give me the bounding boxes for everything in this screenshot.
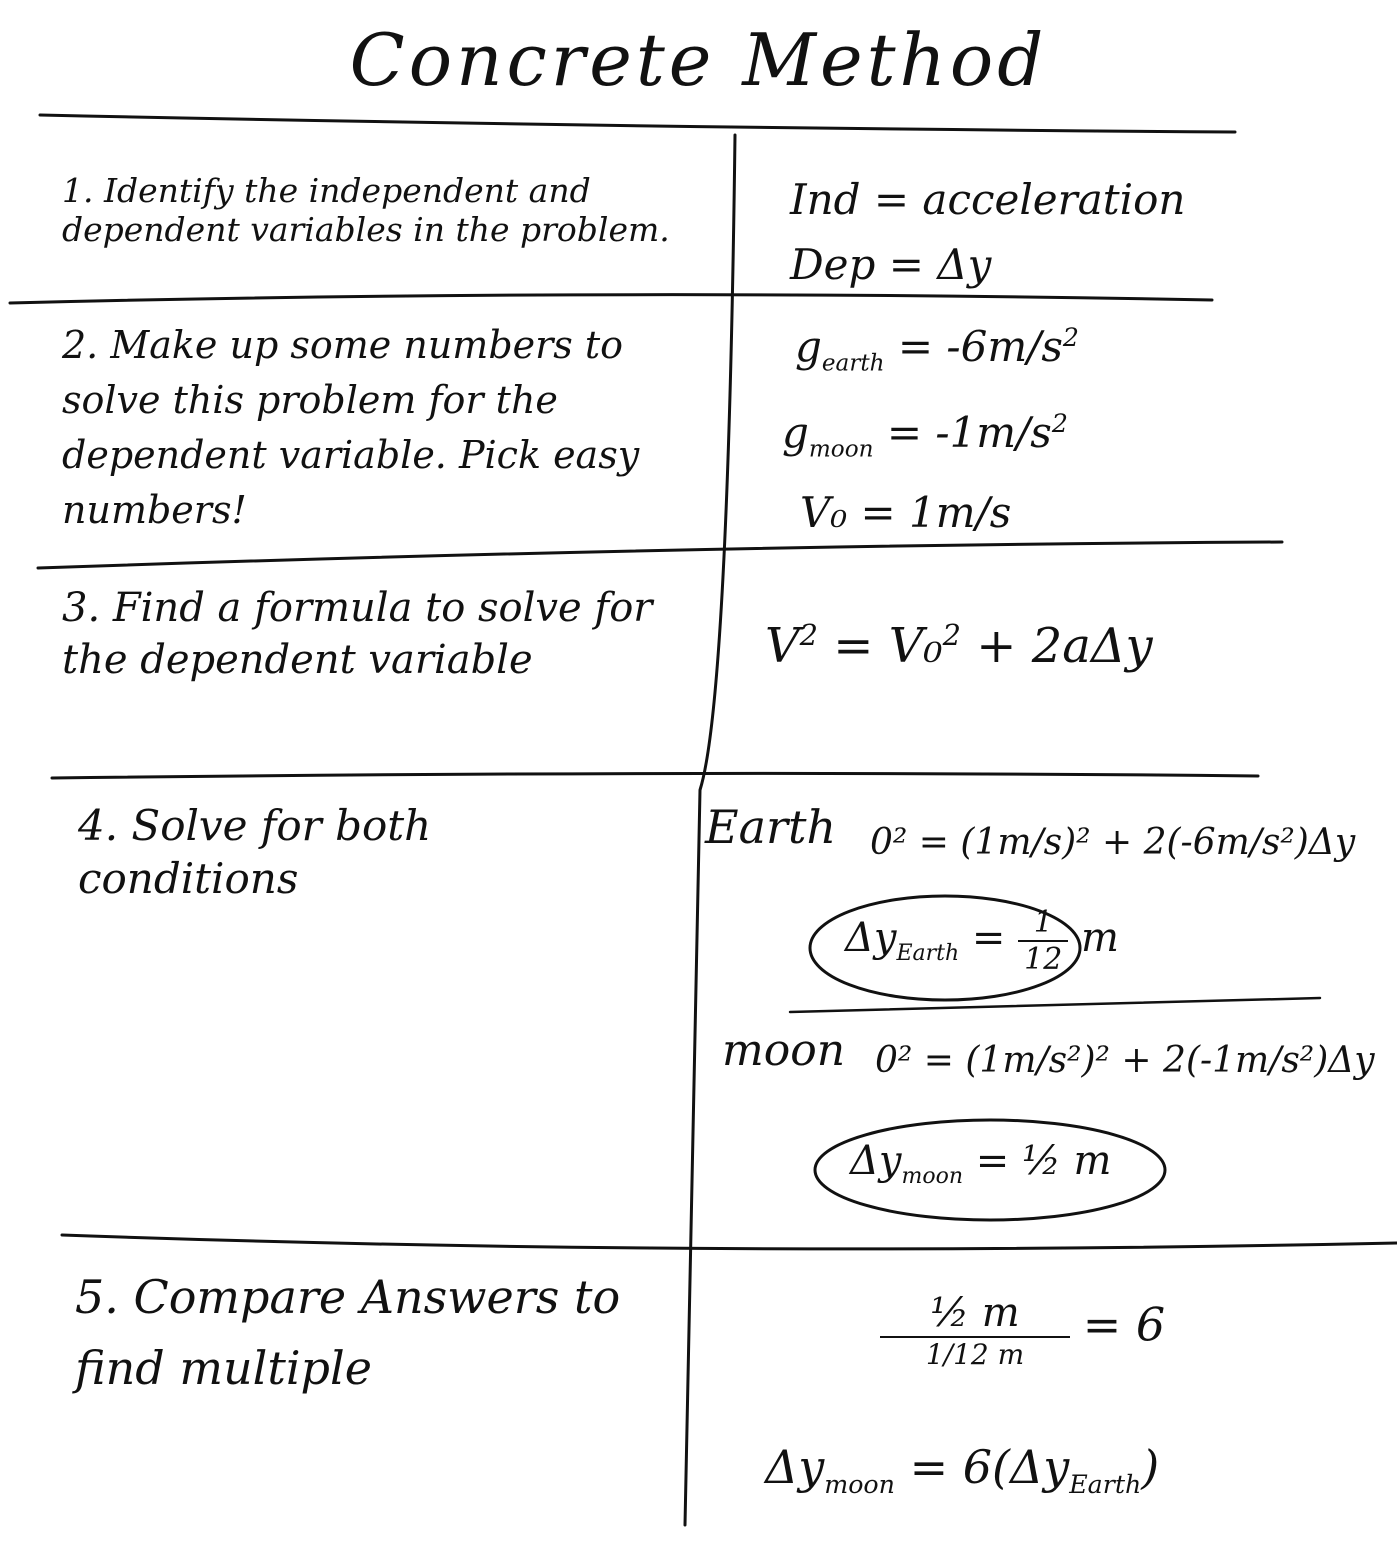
- final-relation: $\Delta y_{moon} = 6(\Delta y_{Earth})$: [765, 1440, 1160, 1500]
- initial-velocity: V₀ = 1m/s: [800, 488, 1012, 537]
- step-5-text: 5. Compare Answers to find multiple: [75, 1270, 621, 1396]
- ratio: $\frac{\text{½ m}}{1/12 m}$ = 6: [880, 1290, 1165, 1371]
- g-moon: $g_{moon} = -1m/s^2$: [782, 408, 1068, 463]
- row-divider-1: [10, 295, 1212, 303]
- earth-equation: 0² = (1m/s)² + 2(-6m/s²)Δy: [870, 822, 1356, 863]
- moon-equation: 0² = (1m/s²)² + 2(-1m/s²)Δy: [875, 1040, 1375, 1081]
- row-divider-4: [62, 1235, 1397, 1249]
- kinematic-formula: $V^2 = V_0^2 + 2a\Delta y$: [765, 618, 1153, 674]
- moon-result: $\Delta y_{moon}$ = ½ m: [850, 1138, 1112, 1189]
- earth-label: Earth: [705, 800, 837, 854]
- g-earth: $g_{earth} = -6m/s^2$: [795, 322, 1079, 377]
- step-1-text: 1. Identify the independent and dependent variables in the problem.: [62, 171, 670, 249]
- earth-result: $\Delta y_{Earth}$ = $\frac{1}{12}$ m: [845, 905, 1119, 977]
- row-divider-earth-moon: [790, 998, 1320, 1012]
- step-3-text: 3. Find a formula to solve for the dependent variable: [62, 585, 653, 683]
- row-divider-3: [52, 773, 1258, 778]
- moon-label: moon: [722, 1025, 846, 1076]
- step-4-text: 4. Solve for both conditions: [78, 801, 432, 903]
- row-divider-2: [38, 542, 1282, 568]
- independent-variable: Ind = acceleration: [790, 175, 1186, 224]
- step-2-text: 2. Make up some numbers to solve this problem for the dependent variable. Pick easy numbers!: [62, 323, 640, 533]
- dependent-variable: Dep = Δy: [790, 240, 992, 289]
- title-underline: [40, 115, 1235, 132]
- page-title: Concrete Method: [349, 18, 1048, 102]
